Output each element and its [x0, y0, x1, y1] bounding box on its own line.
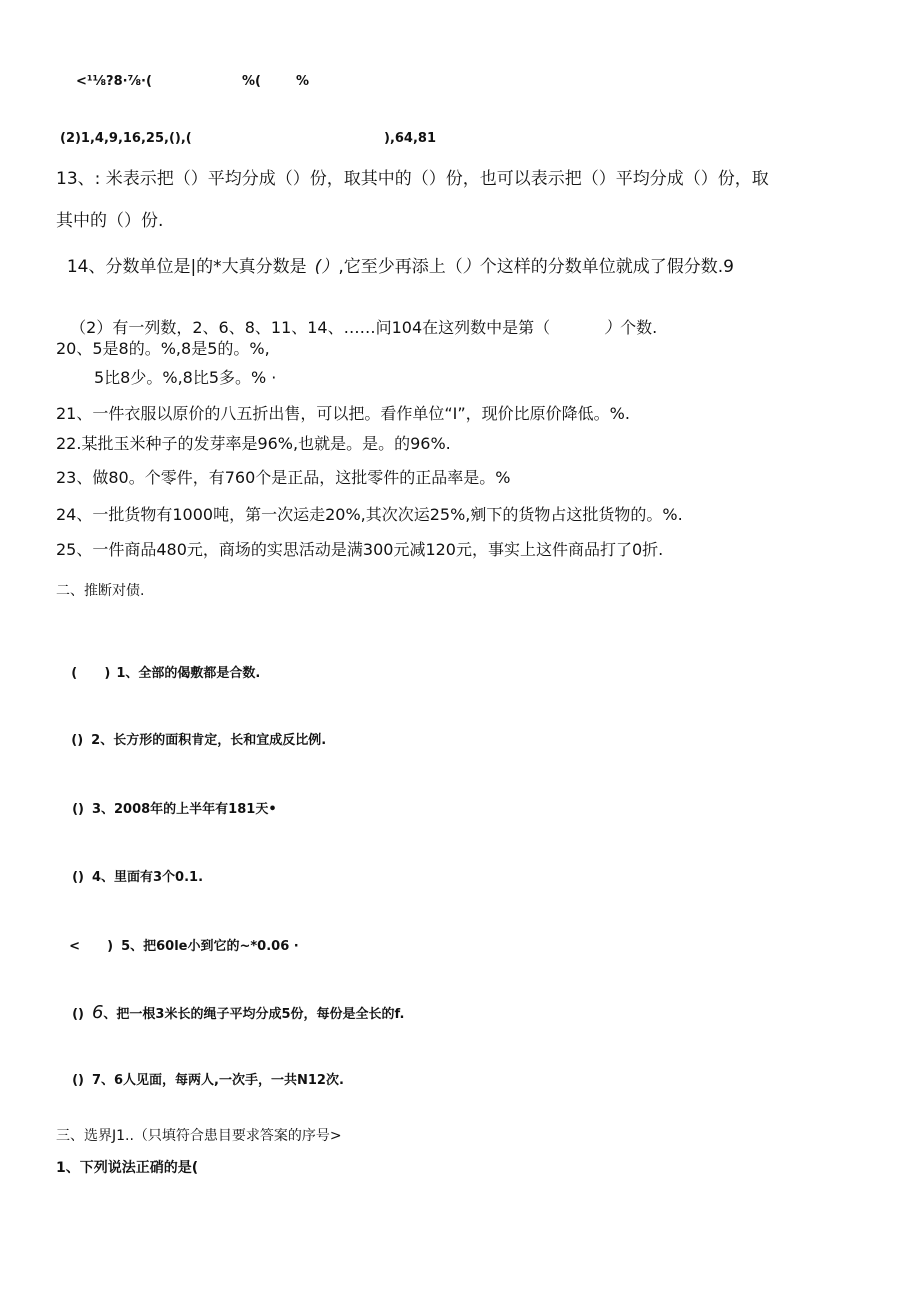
judge-item-7-text: 7、6人见面，每两人,一次手，一共N12次.: [91, 1073, 344, 1088]
top-line-2-a: (2)1,4,9,16,25,(),(: [60, 131, 192, 146]
question-21: 21、一件衣服以原价的八五折出售，可以把。看作单位“I”，现价比原价降低。%.: [56, 404, 630, 423]
question-sequence-c: 个数.: [620, 318, 658, 337]
question-20-line-2: 5比8少。%,8比5多。% ·: [94, 368, 277, 387]
judge-item-3-paren: (): [72, 802, 84, 817]
judge-item-1-paren: ( ): [71, 666, 111, 681]
judge-item-6-text: 、把一根3米长的绳子平均分成5份，每份是全长的f.: [103, 1007, 405, 1022]
judge-item-6: [63, 991, 404, 1022]
judge-item-1-text: 1、全部的偈敷都是合数.: [116, 666, 261, 681]
section-2-heading: 二、推断对债.: [56, 583, 145, 599]
judge-item-2-paren: (): [71, 733, 84, 748]
judge-item-1: [63, 654, 260, 680]
judge-item-4: [63, 858, 203, 884]
judge-item-5-paren: < ): [69, 939, 114, 954]
top-line-1-c: %: [296, 74, 310, 89]
section-3-heading: 三、选界J1..（只填符合患目要求答案的序号>: [56, 1128, 342, 1144]
question-sequence: [60, 304, 657, 336]
question-sequence-b: ）: [604, 318, 621, 337]
judge-item-4-text: 4、里面有3个0.1.: [91, 870, 204, 885]
judge-item-3-text: 3、2008年的上半年有181天•: [91, 802, 277, 817]
judge-item-4-paren: (): [72, 870, 84, 885]
judge-item-2-text: 2、长方形的面积肯定，长和宜成反比例.: [91, 733, 327, 748]
question-20-line-1: 20、5是8的。%,8是5的。%,: [56, 339, 270, 358]
question-25: 25、一件商品480元，商场的实思活动是满300元减120元，事实上这件商品打了0折.: [56, 540, 664, 559]
judge-item-2: [63, 721, 326, 747]
judge-item-6-number: 6: [91, 1002, 104, 1023]
top-line-1-b: %(: [242, 74, 261, 89]
question-14-e: 个这样的分数单位就成了假分数.9: [479, 257, 734, 277]
question-22: 22.某批玉米种子的发芽率是96%,也就是。是。的96%.: [56, 434, 451, 453]
judge-item-7: [63, 1061, 344, 1087]
judge-item-5: [60, 927, 299, 953]
question-14-a: 14、分数单位是|的*大真分数是: [66, 257, 307, 277]
judge-item-6-paren: (): [72, 1007, 84, 1022]
judge-item-7-paren: (): [72, 1073, 84, 1088]
section-3-question-1: 1、下列说法正硝的是(: [56, 1160, 199, 1176]
question-24: 24、一批货物有1000吨，第一次运走20%,其次次运25%,剜下的货物占这批货物的。%.: [56, 505, 683, 524]
question-13-line-1: 13、: 米表示把（）平均分成（）份，取其中的（）份，也可以表示把（）平均分成（）份，取: [56, 169, 769, 189]
question-14-c: ,它至少再添上（: [338, 257, 463, 277]
question-sequence-a: （2）有一列数，2、6、8、11、14、……问104在这列数中是第（: [70, 318, 551, 337]
judge-item-3: [63, 790, 277, 816]
question-23: 23、做80。个零件，有760个是正品，这批零件的正品率是。%: [56, 468, 511, 487]
judge-item-5-text: 5、把60le小到它的~*0.06 ·: [121, 939, 299, 954]
question-14-d: ）: [462, 257, 480, 277]
question-13-line-2: 其中的（）份.: [56, 211, 164, 231]
top-line-2-b: ),64,81: [384, 131, 436, 146]
question-14: [56, 242, 734, 276]
top-line-1-a: <¹⅛?8·⅞·(: [76, 74, 152, 89]
question-14-b: (）: [314, 257, 339, 277]
